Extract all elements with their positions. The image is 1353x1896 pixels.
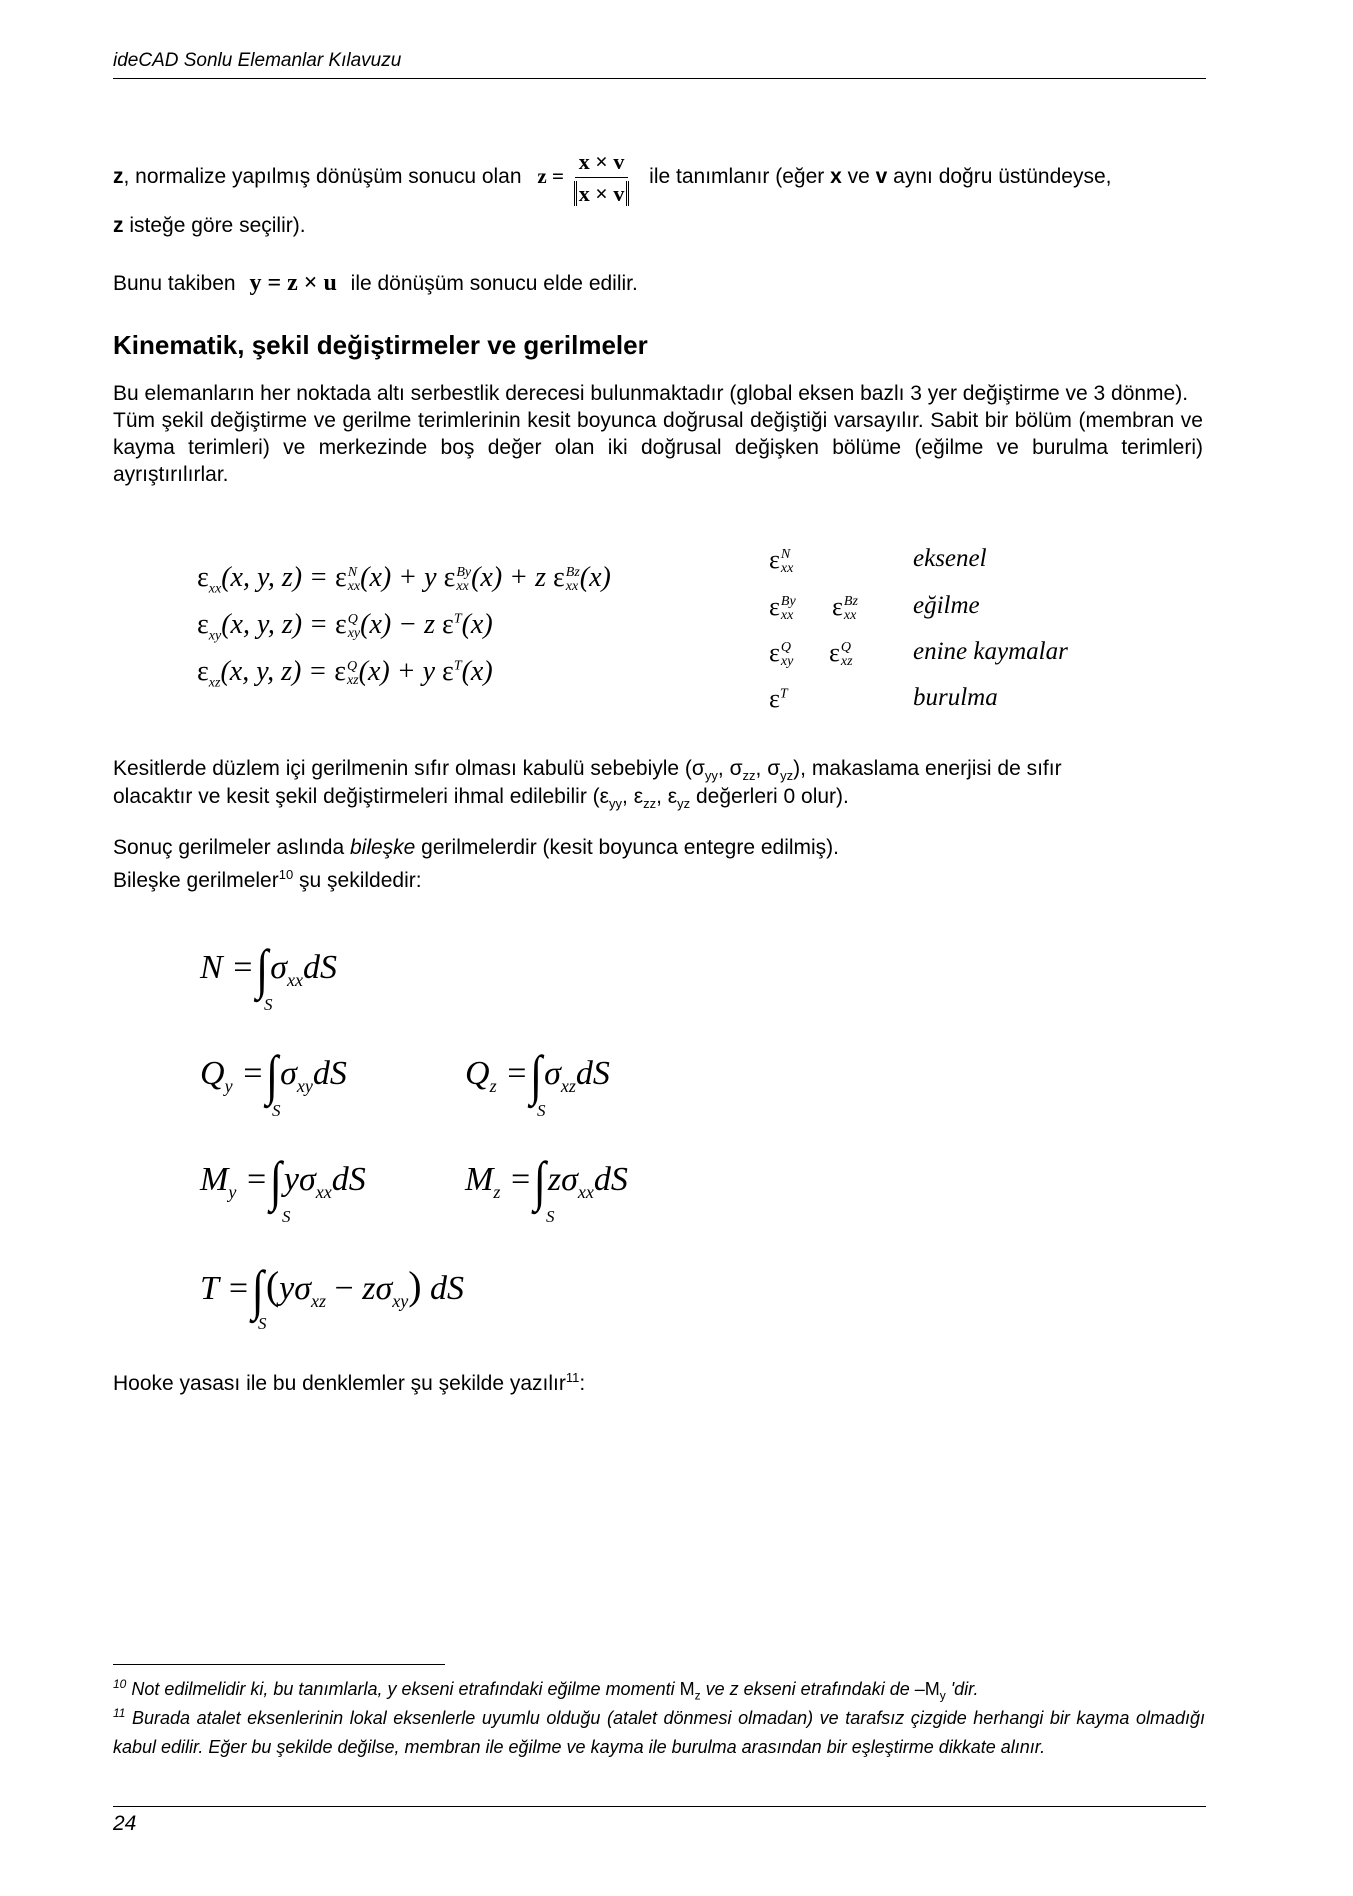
integral-T bbox=[200, 1259, 465, 1322]
para1-text-after-1: ile tanımlanır (eğer bbox=[649, 165, 831, 189]
footnote-11-text: Burada atalet eksenlerinin lokal eksenlerle uyumlu olduğu (atalet dönmesi olmadan) ve tarafsız çizgide herhangi bir kayma olmadığı kabul edilir. Eğer bu şekilde değilse, membran ile eğilme ve kayma ile burulma arasından bir eşleştirme dikkate alınır. bbox=[113, 1708, 1205, 1757]
paragraph-resultants bbox=[113, 834, 839, 894]
legend-2-sup2: Q bbox=[840, 640, 852, 656]
int-T-s2-sub: xy bbox=[392, 1291, 409, 1311]
eq1-t2-coef: y bbox=[424, 562, 444, 593]
footnote-10-m1: M bbox=[679, 1679, 695, 1699]
footnote-10-m1-sub: z bbox=[694, 1688, 701, 1703]
para4-s1-sub: yy bbox=[704, 768, 718, 784]
para4-e1-sub: yy bbox=[609, 796, 623, 812]
legend-2-sym: ε bbox=[769, 638, 780, 667]
eq1-t1-arg: (x) + bbox=[360, 562, 425, 593]
eq2-t2: ε bbox=[442, 609, 454, 640]
strain-equation-xx bbox=[197, 562, 611, 598]
footnote-10-m2: M bbox=[924, 1679, 940, 1699]
footnote-rule bbox=[113, 1664, 445, 1665]
int-Mz-lhs: M bbox=[465, 1161, 494, 1198]
footnote-11-num: 11 bbox=[113, 1706, 126, 1720]
footnote-11 bbox=[113, 1699, 1205, 1762]
page-number: 24 bbox=[113, 1812, 137, 1835]
int-Mz-limit: S bbox=[546, 1207, 555, 1226]
integral-My bbox=[200, 1150, 366, 1213]
int-Qy-tail: dS bbox=[312, 1055, 347, 1092]
legend-1-sub2: xx bbox=[843, 608, 857, 624]
integral-sign-icon: ∫ bbox=[533, 1150, 546, 1213]
para4-t2: ), makaslama enerjisi de sıfır bbox=[793, 757, 1062, 780]
int-T-s2: σ bbox=[375, 1270, 393, 1307]
footnote-10-num: 10 bbox=[113, 1677, 127, 1691]
integral-N bbox=[200, 938, 337, 1001]
integral-sign-icon: ∫ bbox=[269, 1150, 282, 1213]
paragraph-dof bbox=[113, 380, 1203, 488]
para1-text-before: , normalize yapılmış dönüşüm sonucu olan bbox=[123, 165, 522, 189]
int-Qz-sigma: σ bbox=[544, 1055, 561, 1092]
footer-rule bbox=[113, 1806, 1206, 1807]
legend-sym-shear-xy bbox=[769, 638, 793, 669]
eq2-t1-sub: xy bbox=[347, 625, 361, 641]
legend-1-sub: xx bbox=[780, 608, 794, 624]
footnote-ref-11[interactable]: 11 bbox=[565, 1370, 580, 1385]
legend-2-sup: Q bbox=[780, 640, 792, 656]
int-T-limit: S bbox=[258, 1314, 267, 1333]
formula-z-fraction bbox=[570, 148, 634, 207]
legend-2-sub2: xz bbox=[840, 654, 853, 670]
z-symbol-2: z bbox=[113, 214, 124, 237]
eq3-args: (x, y, z) = bbox=[220, 656, 335, 687]
int-N-lhs: N = bbox=[200, 949, 255, 986]
footnote-10-b: ve z ekseni etrafındaki de – bbox=[700, 1679, 925, 1699]
z-symbol: z bbox=[113, 165, 124, 189]
para1-text-and: ve bbox=[841, 165, 876, 189]
integral-Qz bbox=[465, 1044, 610, 1107]
eq2-args: (x, y, z) = bbox=[221, 609, 335, 640]
fraction-numerator: x × v bbox=[575, 148, 629, 178]
para3-line2: Tüm şekil değiştirme ve gerilme terimlerinin kesit boyunca doğrusal değiştiği varsayılır. Sabit bir bölüm (membran ve kayma terimleri) ve merkezinde boş değer olan iki doğrusal değişken bölüme (eğilme ve burulma terimleri) ayrıştırılırlar. bbox=[113, 409, 1203, 486]
eq2-t1-arg: (x) − bbox=[360, 609, 425, 640]
int-Qy-sigma: σ bbox=[280, 1055, 297, 1092]
para4-s3: σ bbox=[767, 757, 781, 780]
x-symbol: x bbox=[830, 165, 842, 189]
para5-line2-a: Bileşke gerilmeler bbox=[113, 869, 279, 892]
eq3-t2-coef: y bbox=[422, 656, 443, 687]
paragraph-hooke bbox=[113, 1364, 585, 1397]
eq1-t3-arg: (x) bbox=[579, 562, 611, 593]
legend-1-sup2: Bz bbox=[843, 594, 858, 610]
para3-line1: Bu elemanların her noktada altı serbestlik derecesi bulunmaktadır (global eksen bazlı 3 yer değiştirme ve 3 dönme). bbox=[113, 382, 1189, 405]
integral-sign-icon: ∫ bbox=[251, 1259, 264, 1322]
int-Mz-sub: xx bbox=[577, 1182, 594, 1202]
int-Qy-lhs-sub: y bbox=[224, 1076, 233, 1096]
para5-line2-b: şu şekildedir: bbox=[293, 869, 422, 892]
paragraph-normalize bbox=[113, 148, 1111, 207]
eq2-lhs-sub: xy bbox=[208, 628, 222, 644]
int-My-tail: dS bbox=[331, 1161, 366, 1198]
int-Qz-eq: = bbox=[496, 1055, 529, 1092]
legend-sym-axial bbox=[769, 545, 793, 576]
int-My-coef: y bbox=[283, 1161, 299, 1198]
legend-0-sym: ε bbox=[769, 545, 780, 574]
int-T-lhs: T = bbox=[200, 1270, 250, 1307]
eq3-t1-sup: Q bbox=[346, 658, 358, 674]
legend-0-sup: N bbox=[780, 547, 791, 563]
eq3-lhs: ε bbox=[197, 656, 209, 687]
legend-1-sup: By bbox=[780, 594, 796, 610]
int-T-tail: dS bbox=[421, 1270, 465, 1307]
eq2-t1: ε bbox=[334, 609, 347, 640]
eq2-t1-sup: Q bbox=[347, 611, 358, 627]
int-N-sigma: σ bbox=[270, 949, 287, 986]
para4-e2: ε bbox=[633, 785, 644, 808]
int-T-a: y bbox=[279, 1270, 295, 1307]
para4-t1: Kesitlerde düzlem içi gerilmenin sıfır olması kabulü sebebiyle ( bbox=[113, 757, 692, 780]
para2-before: Bunu takiben bbox=[113, 272, 236, 295]
eq1-t1: ε bbox=[334, 562, 347, 593]
eq1-lhs-sub: xx bbox=[208, 581, 222, 597]
int-T-s1: σ bbox=[294, 1270, 312, 1307]
para4-c4: , bbox=[656, 785, 668, 808]
para1-line2-text: isteğe göre seçilir). bbox=[123, 214, 306, 237]
int-My-limit: S bbox=[282, 1207, 291, 1226]
para4-e3: ε bbox=[667, 785, 678, 808]
int-Qz-lhs: Q bbox=[465, 1055, 490, 1092]
int-Qy-lhs: Q bbox=[200, 1055, 225, 1092]
int-My-lhs-sub: y bbox=[228, 1182, 237, 1202]
legend-label-axial: eksenel bbox=[913, 545, 987, 572]
int-Mz-tail: dS bbox=[593, 1161, 628, 1198]
eq3-t1: ε bbox=[334, 656, 346, 687]
eq1-t1-sub: xx bbox=[347, 578, 361, 594]
para5-line1-b: gerilmelerdir (kesit boyunca entegre edilmiş). bbox=[415, 836, 840, 859]
eq1-t3-sup: Bz bbox=[565, 564, 580, 580]
eq2-t2-coef: z bbox=[424, 609, 443, 640]
footnote-10-m2-sub: y bbox=[939, 1688, 946, 1703]
int-My-sigma: σ bbox=[298, 1161, 316, 1198]
int-Mz-coef: z bbox=[547, 1161, 562, 1198]
para4-c1: , bbox=[717, 757, 730, 780]
int-Mz-lhs-sub: z bbox=[493, 1182, 501, 1202]
int-T-open: ( bbox=[265, 1263, 280, 1308]
para4-s2: σ bbox=[729, 757, 743, 780]
legend-0-sub: xx bbox=[780, 561, 794, 577]
eq2-t2-sup: T bbox=[453, 611, 462, 627]
legend-label-shear: enine kaymalar bbox=[913, 638, 1068, 665]
legend-3-sym: ε bbox=[769, 684, 780, 713]
eq3-lhs-sub: xz bbox=[208, 675, 221, 691]
legend-2-sym2: ε bbox=[829, 638, 840, 667]
strain-equation-xz bbox=[197, 656, 493, 692]
legend-3-sup: T bbox=[779, 686, 788, 702]
eq1-t3: ε bbox=[553, 562, 565, 593]
int-Qy-limit: S bbox=[272, 1101, 281, 1120]
footnote-10-a: Not edilmelidir ki, bu tanımlarla, y ekseni etrafındaki eğilme momenti bbox=[126, 1679, 680, 1699]
eq1-t2: ε bbox=[443, 562, 456, 593]
int-Qz-limit: S bbox=[537, 1101, 546, 1120]
eq3-t1-sub: xz bbox=[346, 672, 359, 688]
int-N-limit: S bbox=[264, 995, 273, 1014]
page-header-title: ideCAD Sonlu Elemanlar Kılavuzu bbox=[113, 50, 402, 71]
int-My-lhs: M bbox=[200, 1161, 229, 1198]
para4-s3-sub: yz bbox=[780, 768, 794, 784]
para4-s1: σ bbox=[691, 757, 705, 780]
eq2-t2-arg: (x) bbox=[461, 609, 493, 640]
para4-t3: olacaktır ve kesit şekil değiştirmeleri ihmal edilebilir ( bbox=[113, 785, 600, 808]
int-N-sub: xx bbox=[286, 970, 303, 990]
section-heading: Kinematik, şekil değiştirmeler ve gerilmeler bbox=[113, 330, 648, 360]
legend-sym-torsion bbox=[769, 684, 788, 714]
fraction-denominator: x × v bbox=[574, 181, 630, 206]
legend-label-bending: eğilme bbox=[913, 592, 980, 619]
eq1-t1-sup: N bbox=[347, 564, 358, 580]
integral-sign-icon: ∫ bbox=[530, 1044, 543, 1107]
para4-e1: ε bbox=[599, 785, 610, 808]
eq3-t2: ε bbox=[442, 656, 454, 687]
int-T-b: z bbox=[362, 1270, 376, 1307]
int-Qz-tail: dS bbox=[575, 1055, 610, 1092]
v-symbol: v bbox=[875, 165, 888, 189]
int-N-tail: dS bbox=[302, 949, 337, 986]
para2-after: ile dönüşüm sonucu elde edilir. bbox=[350, 272, 638, 295]
int-My-sub: xx bbox=[315, 1182, 332, 1202]
int-Mz-eq: = bbox=[500, 1161, 532, 1198]
eq2-lhs: ε bbox=[197, 609, 209, 640]
integral-sign-icon: ∫ bbox=[256, 938, 269, 1001]
int-Mz-sigma: σ bbox=[561, 1161, 578, 1198]
header-rule bbox=[113, 78, 1206, 79]
para5-emphasis: bileşke bbox=[349, 836, 416, 859]
formula-y: y = z × u bbox=[249, 270, 337, 296]
para4-t4: değerleri 0 olur). bbox=[690, 785, 849, 808]
legend-sym-bending-y bbox=[769, 592, 796, 623]
paragraph-transform bbox=[113, 270, 638, 297]
para6-end: : bbox=[579, 1372, 586, 1395]
eq1-lhs: ε bbox=[197, 562, 209, 593]
legend-1-sym2: ε bbox=[832, 592, 843, 621]
legend-1-sym: ε bbox=[769, 592, 780, 621]
para4-e3-sub: yz bbox=[677, 796, 691, 812]
legend-2-sub: xy bbox=[780, 654, 794, 670]
int-Qz-sub: xz bbox=[560, 1076, 576, 1096]
legend-label-torsion: burulma bbox=[913, 684, 998, 711]
eq1-t2-arg: (x) + bbox=[471, 562, 536, 593]
legend-sym-shear-xz bbox=[829, 638, 853, 669]
int-My-eq: = bbox=[236, 1161, 268, 1198]
para4-e2-sub: zz bbox=[643, 796, 657, 812]
eq3-t1-arg: (x) + bbox=[358, 656, 423, 687]
footnote-ref-10[interactable]: 10 bbox=[278, 867, 294, 882]
integral-Qy bbox=[200, 1044, 347, 1107]
eq1-t2-sup: By bbox=[456, 564, 472, 580]
int-T-close: ) bbox=[408, 1263, 422, 1308]
eq1-t3-sub: xx bbox=[565, 578, 579, 594]
eq1-t2-sub: xx bbox=[456, 578, 469, 594]
eq3-t2-sup: T bbox=[453, 658, 462, 674]
formula-z-lhs: z = bbox=[537, 164, 564, 189]
paragraph-plane-stress-line2 bbox=[113, 783, 849, 817]
int-T-minus: − bbox=[326, 1270, 363, 1307]
integral-sign-icon: ∫ bbox=[266, 1044, 279, 1107]
legend-sym-bending-z bbox=[832, 592, 858, 623]
int-Qz-lhs-sub: z bbox=[489, 1076, 497, 1096]
eq3-t2-arg: (x) bbox=[461, 656, 493, 687]
para6-text: Hooke yasası ile bu denklemler şu şekilde yazılır bbox=[113, 1372, 566, 1395]
eq1-args: (x, y, z) = bbox=[221, 562, 335, 593]
int-Qy-sub: xy bbox=[296, 1076, 313, 1096]
para5-line1-a: Sonuç gerilmeler aslında bbox=[113, 836, 350, 859]
para4-c2: , bbox=[755, 757, 768, 780]
int-Qy-eq: = bbox=[232, 1055, 265, 1092]
para4-s2-sub: zz bbox=[742, 768, 756, 784]
strain-equation-xy bbox=[197, 609, 493, 645]
paragraph-normalize-line2 bbox=[113, 212, 306, 239]
eq1-t3-coef: z bbox=[535, 562, 553, 593]
int-T-s1-sub: xz bbox=[311, 1291, 327, 1311]
para4-c3: , bbox=[622, 785, 634, 808]
footnote-10-c: 'dir. bbox=[945, 1679, 979, 1699]
para1-text-after-2: aynı doğru üstündeyse, bbox=[887, 165, 1112, 189]
integral-Mz bbox=[465, 1150, 628, 1213]
